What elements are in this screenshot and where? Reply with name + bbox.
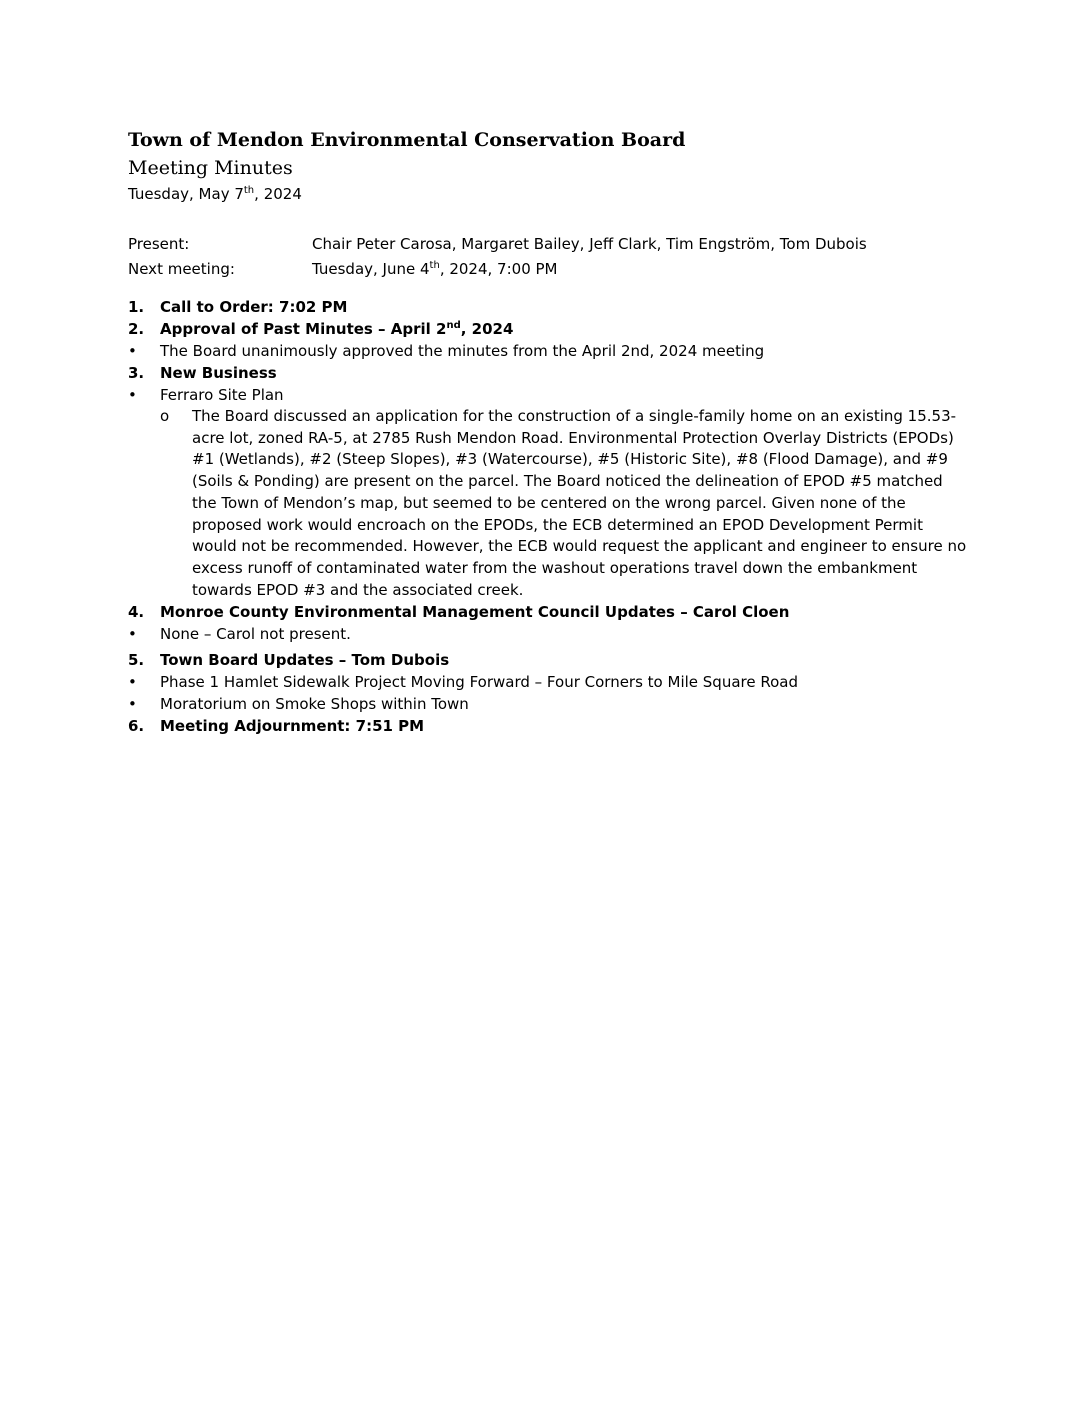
agenda-heading-prefix: Approval of Past Minutes – April 2: [160, 320, 447, 338]
agenda-heading: New Business: [160, 364, 277, 382]
agenda-item-approval: [128, 318, 968, 340]
agenda-heading: Monroe County Environmental Management Council Updates – Carol Cloen: [160, 603, 790, 622]
list-item: [128, 384, 968, 406]
list-item: [128, 671, 968, 693]
bullet-icon: •: [128, 673, 137, 692]
agenda-heading: Town Board Updates – Tom Dubois: [160, 651, 450, 670]
county-bullets: [128, 623, 968, 645]
meeting-date-sup: th: [243, 185, 255, 196]
present-row: [128, 232, 968, 257]
bullet-icon: •: [128, 625, 137, 644]
next-meeting-value: [312, 257, 558, 282]
bullet-text: None – Carol not present.: [160, 625, 351, 644]
agenda-number: 3.: [128, 364, 145, 382]
bullet-text: Ferraro Site Plan: [160, 386, 284, 404]
bullet-text: Moratorium on Smoke Shops within Town: [160, 695, 469, 714]
next-meeting-row: [128, 257, 968, 282]
list-item: [128, 623, 968, 645]
next-meeting-label: Next meeting:: [128, 260, 235, 278]
list-item: [128, 340, 968, 362]
circle-bullet-icon: o: [160, 407, 170, 425]
agenda-heading: [160, 320, 513, 338]
agenda-heading: Meeting Adjournment: 7:51 PM: [160, 717, 425, 736]
bullet-text: Phase 1 Hamlet Sidewalk Project Moving Forward – Four Corners to Mile Square Road: [160, 673, 798, 692]
present-label: Present:: [128, 235, 190, 253]
agenda-number: 4.: [128, 603, 145, 622]
agenda-number: 5.: [128, 651, 145, 670]
next-meeting-sup: th: [429, 260, 440, 271]
bullet-text: The Board unanimously approved the minutes from the April 2nd, 2024 meeting: [160, 342, 765, 360]
meeting-date-prefix: Tuesday, May 7: [128, 185, 244, 203]
bullet-icon: •: [128, 386, 137, 404]
meeting-date: [128, 182, 968, 206]
present-value: Chair Peter Carosa, Margaret Bailey, Jeff Clark, Tim Engström, Tom Dubois: [312, 235, 867, 253]
agenda-heading-suffix: , 2024: [460, 320, 514, 338]
agenda-item-town-board: [128, 649, 968, 671]
attendance-info: [128, 232, 968, 282]
agenda-item-call-to-order: [128, 296, 968, 318]
next-meeting-prefix: Tuesday, June 4: [312, 260, 430, 278]
agenda-list: [128, 296, 968, 737]
document-subtitle: Meeting Minutes: [128, 157, 293, 179]
bullet-icon: •: [128, 342, 137, 360]
agenda-item-county-updates: [128, 601, 968, 623]
sub-bullet-text: The Board discussed an application for the construction of a single-family home on an existing 15.53-acre lot, zoned RA-5, at 2785 Rush Mendon Road. Environmental Protection Overlay Districts (EPODs) #1 (Wetlands), #2 (Steep Slopes), #3 (Watercourse), #5 (Historic Site), #8 (Flood Damage), and #9 (Soils & Ponding) are present on the parcel. The Board noticed the delineation of EPOD #5 matched the Town of Mendon’s map, but seemed to be centered on the wrong parcel. Given none of the proposed work would encroach on the EPODs, the ECB determined an EPOD Development Permit would not be recommended. However, the ECB would request the applicant and engineer to ensure no excess runoff of contaminated water from the washout operations travel down the embankment towards EPOD #3 and the associated creek.: [192, 407, 967, 599]
agenda-number: 1.: [128, 298, 145, 316]
document-page: [128, 126, 968, 737]
agenda-number: 2.: [128, 320, 145, 338]
new-business-bullets: [128, 384, 968, 601]
list-item: [128, 693, 968, 715]
agenda-heading-sup: nd: [446, 320, 461, 331]
agenda-heading: Call to Order: 7:02 PM: [160, 298, 348, 316]
agenda-item-adjournment: [128, 715, 968, 737]
agenda-item-new-business: [128, 362, 968, 384]
document-title: Town of Mendon Environmental Conservation Board: [128, 129, 686, 151]
next-meeting-suffix: , 2024, 7:00 PM: [439, 260, 558, 278]
agenda-number: 6.: [128, 717, 145, 736]
list-item: [128, 406, 968, 601]
town-board-bullets: [128, 671, 968, 715]
approval-bullets: [128, 340, 968, 362]
meeting-date-suffix: , 2024: [254, 185, 302, 203]
bullet-icon: •: [128, 695, 137, 714]
ferraro-sub-bullets: [128, 406, 968, 601]
